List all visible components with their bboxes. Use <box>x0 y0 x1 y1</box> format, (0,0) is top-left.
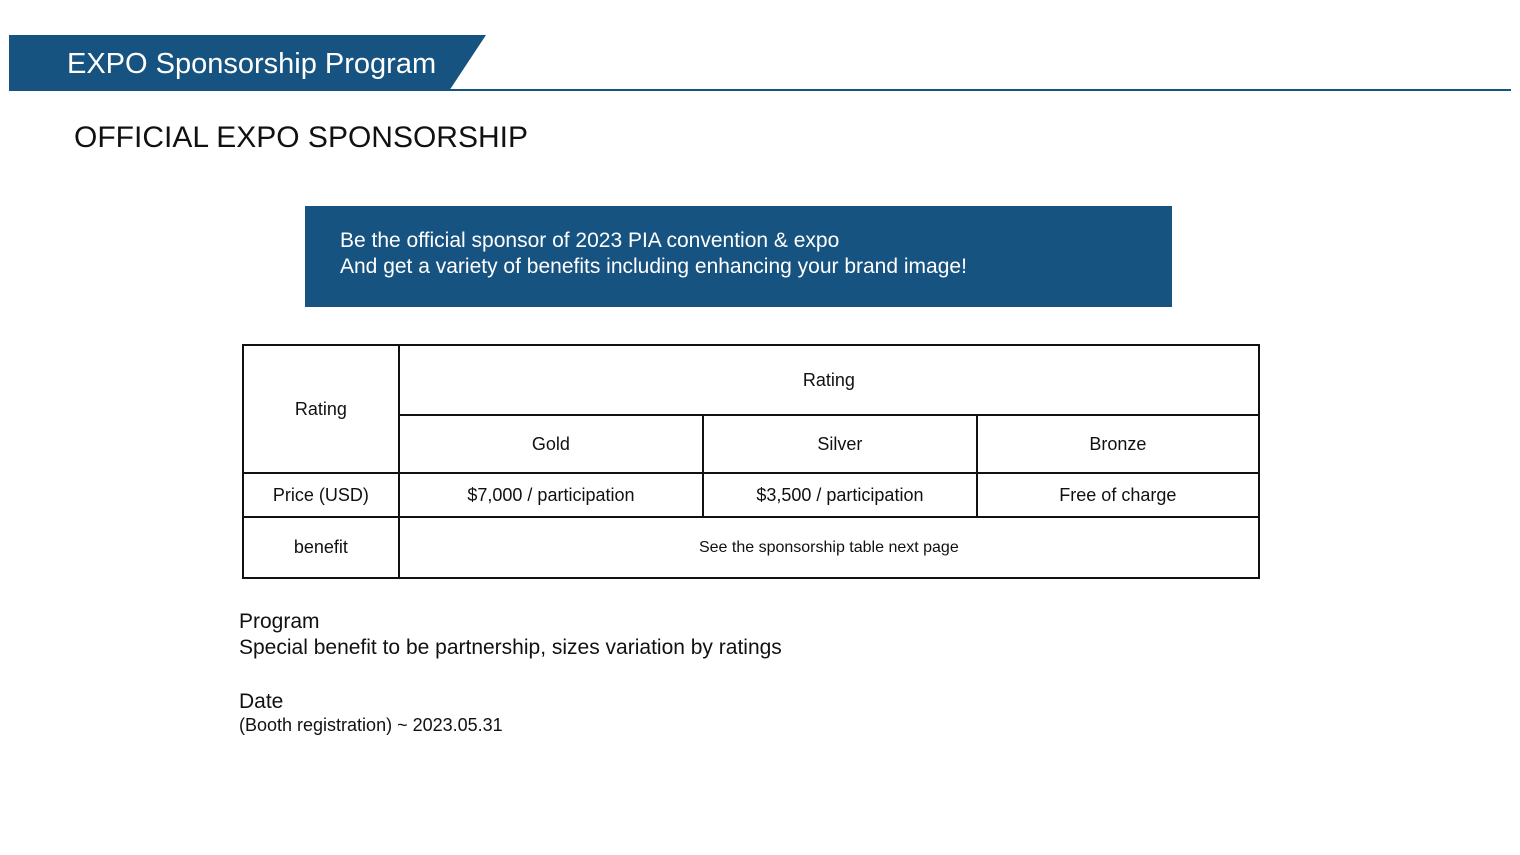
sponsorship-table <box>242 344 1260 579</box>
intro-banner <box>305 206 1172 307</box>
tier-gold: Gold <box>399 415 703 473</box>
price-silver: $3,500 / participation <box>703 473 977 517</box>
section-title: OFFICIAL EXPO SPONSORSHIP <box>74 121 528 154</box>
tier-bronze: Bronze <box>977 415 1259 473</box>
price-gold: $7,000 / participation <box>399 473 703 517</box>
row-header-rating: Rating <box>243 345 399 473</box>
banner-line-2: And get a variety of benefits including enhancing your brand image! <box>340 255 967 278</box>
benefit-value: See the sponsorship table next page <box>399 517 1259 578</box>
date-text: (Booth registration) ~ 2023.05.31 <box>239 715 503 735</box>
price-bronze: Free of charge <box>977 473 1259 517</box>
group-header-rating: Rating <box>399 345 1259 415</box>
program-text: Special benefit to be partnership, sizes variation by ratings <box>239 636 782 659</box>
table-row <box>243 517 1259 578</box>
program-label: Program <box>239 610 320 633</box>
banner-line-1: Be the official sponsor of 2023 PIA convention & expo <box>340 229 840 252</box>
price-label: Price (USD) <box>243 473 399 517</box>
table-row <box>243 345 1259 415</box>
header-title: EXPO Sponsorship Program <box>67 48 437 80</box>
header-divider <box>449 89 1511 91</box>
tier-silver: Silver <box>703 415 977 473</box>
table-row <box>243 473 1259 517</box>
benefit-label: benefit <box>243 517 399 578</box>
date-label: Date <box>239 690 284 713</box>
